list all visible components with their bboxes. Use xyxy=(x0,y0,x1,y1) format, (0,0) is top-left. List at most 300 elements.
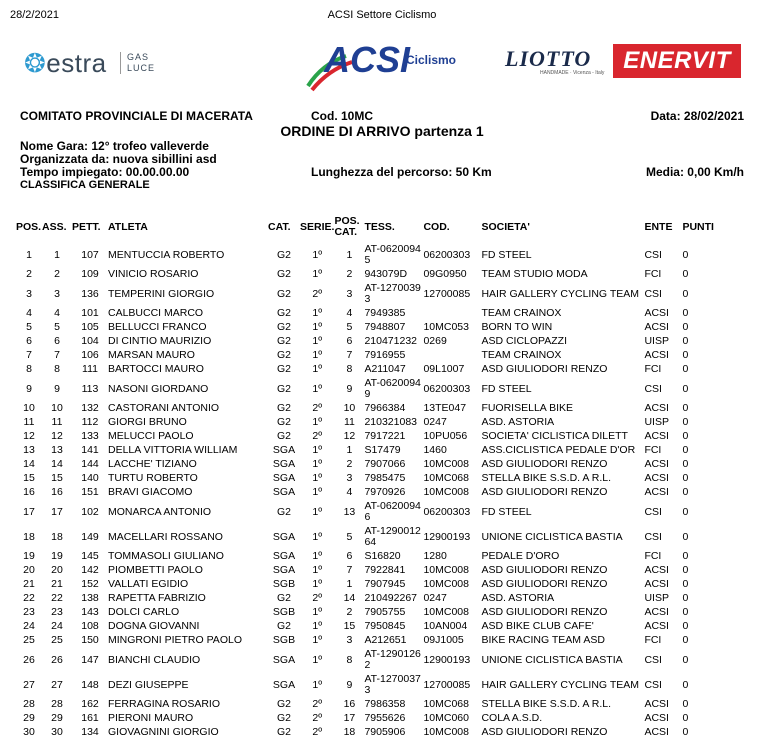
cell-cat: G2 xyxy=(276,335,291,347)
cell-cat: SGA xyxy=(272,653,296,666)
cell-ente: ACSI xyxy=(644,606,669,618)
cell-ente: FCI xyxy=(644,268,662,280)
cell-cod: 12900193 xyxy=(423,530,471,543)
cell-pett: 136 xyxy=(81,287,99,300)
cell-pos-cat: 12 xyxy=(343,430,356,442)
cell-societa: ASD CICLOPAZZI xyxy=(481,335,568,347)
cell-punti: 0 xyxy=(682,550,689,562)
cell-cod: 1280 xyxy=(423,550,447,562)
cell-pos-cat: 8 xyxy=(346,363,353,375)
col-ente: ENTE xyxy=(644,220,673,233)
cell-pett: 134 xyxy=(81,726,99,738)
cell-punti: 0 xyxy=(682,363,689,375)
cell-pett: 106 xyxy=(81,349,99,361)
cell-tess: S17479 xyxy=(364,444,401,456)
cell-pett: 133 xyxy=(81,430,99,442)
cell-tess: AT-06200946 xyxy=(364,499,421,523)
cell-pos-cat: 6 xyxy=(346,335,353,347)
cell-pett: 161 xyxy=(81,712,99,724)
table-row xyxy=(16,242,722,267)
cell-ente: FCI xyxy=(644,363,662,375)
cell-cod: 10MC008 xyxy=(423,726,469,738)
cell-cat: G2 xyxy=(276,416,291,428)
cell-cod: 10AN004 xyxy=(423,620,468,632)
cell-punti: 0 xyxy=(682,592,689,604)
cell-cat: SGA xyxy=(272,530,296,543)
estra-leaf-icon: ❂ xyxy=(24,48,47,78)
cell-cat: G2 xyxy=(276,620,291,632)
cell-serie: 1º xyxy=(312,382,323,395)
cell-pos: 20 xyxy=(23,564,35,576)
cell-societa: PEDALE D'ORO xyxy=(481,550,560,562)
cell-serie: 1º xyxy=(312,578,323,590)
table-row xyxy=(16,672,722,697)
cell-pos-cat: 7 xyxy=(346,564,353,576)
col-pos: POS. xyxy=(16,220,42,233)
cell-tess: S16820 xyxy=(364,550,401,562)
cell-serie: 1º xyxy=(312,416,323,428)
estra-gas-luce xyxy=(120,52,155,74)
cell-cod: 10PU056 xyxy=(423,430,468,442)
cell-ente: CSI xyxy=(644,382,662,395)
cell-ente: ACSI xyxy=(644,486,669,498)
cell-tess: AT-12700373 xyxy=(364,672,421,696)
cell-punti: 0 xyxy=(682,444,689,456)
cell-ass: 15 xyxy=(51,472,63,484)
cell-atleta: MINGRONI PIETRO PAOLO xyxy=(108,634,242,646)
cell-societa: HAIR GALLERY CYCLING TEAM xyxy=(481,287,639,300)
cell-tess: 7970926 xyxy=(364,486,406,498)
cell-atleta: GIORGI BRUNO xyxy=(108,416,187,428)
cell-punti: 0 xyxy=(682,564,689,576)
col-societa: SOCIETA' xyxy=(481,220,530,233)
cell-cod: 10MC008 xyxy=(423,458,469,470)
cell-pos-cat: 6 xyxy=(346,550,353,562)
cell-atleta: FERRAGINA ROSARIO xyxy=(108,698,221,710)
cell-pett: 148 xyxy=(81,678,99,691)
cell-pett: 152 xyxy=(81,578,99,590)
cell-ass: 8 xyxy=(54,363,60,375)
cell-serie: 1º xyxy=(312,530,323,543)
cell-cat: G2 xyxy=(276,382,291,395)
cell-pos-cat: 15 xyxy=(343,620,356,632)
cell-serie: 1º xyxy=(312,268,323,280)
cell-cat: SGA xyxy=(272,678,296,691)
cell-cod: 06200303 xyxy=(423,505,471,518)
cell-cat: SGB xyxy=(272,606,296,618)
classification: CLASSIFICA GENERALE xyxy=(20,179,150,191)
cell-pos: 14 xyxy=(23,458,35,470)
cell-atleta: PIOMBETTI PAOLO xyxy=(108,564,203,576)
cell-ass: 7 xyxy=(54,349,60,361)
cell-ass: 6 xyxy=(54,335,60,347)
cell-societa: TEAM STUDIO MODA xyxy=(481,268,588,280)
table-row xyxy=(16,281,722,306)
cell-serie: 2º xyxy=(312,287,323,300)
cell-tess: 210471232 xyxy=(364,335,417,347)
table-row xyxy=(16,499,722,524)
cell-ass: 18 xyxy=(51,530,63,543)
cell-pos: 21 xyxy=(23,578,35,590)
cell-societa: ASD GIULIODORI RENZO xyxy=(481,458,608,470)
cell-ass: 5 xyxy=(54,321,60,333)
cell-cod: 10MC008 xyxy=(423,564,469,576)
cell-ente: ACSI xyxy=(644,402,669,414)
cell-pos: 17 xyxy=(23,505,35,518)
cell-cod: 06200303 xyxy=(423,382,471,395)
cell-atleta: TEMPERINI GIORGIO xyxy=(108,287,215,300)
cell-pett: 145 xyxy=(81,550,99,562)
cell-societa: HAIR GALLERY CYCLING TEAM xyxy=(481,678,639,691)
cell-pett: 102 xyxy=(81,505,99,518)
cell-cat: G2 xyxy=(276,402,291,414)
cell-pett: 132 xyxy=(81,402,99,414)
enervit-logo xyxy=(613,44,741,78)
cell-pos-cat: 16 xyxy=(343,698,356,710)
cell-atleta: MELUCCI PAOLO xyxy=(108,430,194,442)
print-date: 28/2/2021 xyxy=(10,9,59,21)
cell-cod: 10MC068 xyxy=(423,472,469,484)
cell-tess: AT-12700393 xyxy=(364,281,421,305)
cell-cod: 10MC068 xyxy=(423,698,469,710)
cell-societa: FD STEEL xyxy=(481,382,532,395)
cell-cod: 06200303 xyxy=(423,248,471,261)
cell-pett: 140 xyxy=(81,472,99,484)
cell-pos-cat: 1 xyxy=(346,444,353,456)
cell-tess: 7950845 xyxy=(364,620,406,632)
cell-pos: 3 xyxy=(26,287,32,300)
table-row xyxy=(16,697,722,711)
cell-serie: 2º xyxy=(312,592,323,604)
cell-serie: 1º xyxy=(312,550,323,562)
cell-ass: 29 xyxy=(51,712,63,724)
cell-serie: 1º xyxy=(312,634,323,646)
cell-pett: 149 xyxy=(81,530,99,543)
cell-societa: ASD GIULIODORI RENZO xyxy=(481,726,608,738)
cell-tess: 943079D xyxy=(364,268,408,280)
cell-ente: CSI xyxy=(644,530,662,543)
cell-serie: 2º xyxy=(312,712,323,724)
table-row xyxy=(16,320,722,334)
cell-cod xyxy=(423,348,481,362)
cell-punti: 0 xyxy=(682,382,689,395)
cell-serie: 1º xyxy=(312,335,323,347)
cell-ente: CSI xyxy=(644,678,662,691)
table-row xyxy=(16,725,722,739)
cell-ass: 1 xyxy=(54,248,60,261)
cell-punti: 0 xyxy=(682,486,689,498)
cell-societa: STELLA BIKE S.S.D. A R.L. xyxy=(481,472,612,484)
cell-atleta: BARTOCCI MAURO xyxy=(108,363,204,375)
cell-serie: 1º xyxy=(312,678,323,691)
cell-pos: 9 xyxy=(26,382,32,395)
cell-ass: 17 xyxy=(51,505,63,518)
estra-luce: LUCE xyxy=(127,63,156,73)
cell-tess: 7986358 xyxy=(364,698,406,710)
cell-cat: SGA xyxy=(272,458,296,470)
cell-ente: UISP xyxy=(644,592,669,604)
cell-cod: 10MC060 xyxy=(423,712,469,724)
cell-societa: FUORISELLA BIKE xyxy=(481,402,574,414)
cell-punti: 0 xyxy=(682,634,689,646)
cell-punti: 0 xyxy=(682,307,689,319)
cell-tess: 7916955 xyxy=(364,349,406,361)
cell-serie: 1º xyxy=(312,505,323,518)
organizer: Organizzata da: nuova sibillini asd xyxy=(20,152,217,166)
cell-ente: ACSI xyxy=(644,564,669,576)
acsi-logo xyxy=(302,34,474,94)
cell-pos: 2 xyxy=(26,268,32,280)
cell-ente: CSI xyxy=(644,248,662,261)
cell-pett: 105 xyxy=(81,321,99,333)
col-tess: TESS. xyxy=(364,220,395,233)
cell-atleta: DI CINTIO MAURIZIO xyxy=(108,335,212,347)
cell-serie: 1º xyxy=(312,307,323,319)
cell-pett: 143 xyxy=(81,606,99,618)
col-ass: ASS. xyxy=(42,220,67,233)
cell-ente: ACSI xyxy=(644,349,669,361)
cell-cat: SGA xyxy=(272,564,296,576)
cell-pett: 109 xyxy=(81,268,99,280)
cell-pos: 13 xyxy=(23,444,35,456)
cell-ente: ACSI xyxy=(644,698,669,710)
cell-societa: ASD BIKE CLUB CAFE' xyxy=(481,620,594,632)
cell-pett: 113 xyxy=(81,382,99,395)
cell-pos-cat: 5 xyxy=(346,530,353,543)
cell-tess: 7922841 xyxy=(364,564,406,576)
cell-cat: SGB xyxy=(272,634,296,646)
cell-serie: 1º xyxy=(312,321,323,333)
cell-ente: CSI xyxy=(644,653,662,666)
cell-tess: 7966384 xyxy=(364,402,406,414)
cell-pos: 24 xyxy=(23,620,35,632)
table-row xyxy=(16,549,722,563)
cell-tess: AT-06200945 xyxy=(364,242,421,266)
cell-tess: 7949385 xyxy=(364,307,406,319)
cell-ente: UISP xyxy=(644,416,669,428)
cell-pos: 30 xyxy=(23,726,35,738)
cell-societa: TEAM CRAINOX xyxy=(481,307,562,319)
table-row xyxy=(16,605,722,619)
cell-atleta: NASONI GIORDANO xyxy=(108,382,209,395)
cell-ass: 30 xyxy=(51,726,63,738)
table-row xyxy=(16,485,722,499)
cell-ass: 27 xyxy=(51,678,63,691)
cell-atleta: GIOVAGNINI GIORGIO xyxy=(108,726,219,738)
cell-ass: 16 xyxy=(51,486,63,498)
estra-brand: estra xyxy=(46,48,107,78)
cell-tess: 7905906 xyxy=(364,726,406,738)
table-row xyxy=(16,457,722,471)
cell-cat: G2 xyxy=(276,363,291,375)
committee-label: COMITATO PROVINCIALE DI MACERATA xyxy=(20,109,253,123)
cell-cod: 12900193 xyxy=(423,653,471,666)
cell-cat: SGA xyxy=(272,550,296,562)
cell-punti: 0 xyxy=(682,430,689,442)
enervit-brand: ENERVIT xyxy=(623,47,731,74)
cell-pos-cat: 1 xyxy=(346,248,353,261)
cell-pos-cat: 4 xyxy=(346,486,353,498)
cell-cod: 10MC008 xyxy=(423,606,469,618)
cell-punti: 0 xyxy=(682,698,689,710)
cell-atleta: CALBUCCI MARCO xyxy=(108,307,204,319)
cell-punti: 0 xyxy=(682,321,689,333)
print-title: ACSI Settore Ciclismo xyxy=(327,9,437,21)
cell-pos: 27 xyxy=(23,678,35,691)
cell-ente: FCI xyxy=(644,550,662,562)
table-row xyxy=(16,348,722,362)
table-row xyxy=(16,362,722,376)
cell-ente: ACSI xyxy=(644,712,669,724)
cell-atleta: DELLA VITTORIA WILLIAM xyxy=(108,444,238,456)
cell-pett: 151 xyxy=(81,486,99,498)
cell-ente: UISP xyxy=(644,335,669,347)
cell-tess: 7905755 xyxy=(364,606,406,618)
cell-serie: 2º xyxy=(312,698,323,710)
cell-atleta: LACCHE' TIZIANO xyxy=(108,458,197,470)
cell-atleta: DOGNA GIOVANNI xyxy=(108,620,200,632)
cell-ente: FCI xyxy=(644,444,662,456)
cell-serie: 1º xyxy=(312,653,323,666)
cell-pett: 144 xyxy=(81,458,99,470)
cell-pett: 107 xyxy=(81,248,99,261)
cell-ente: ACSI xyxy=(644,472,669,484)
date-label: Data: 28/02/2021 xyxy=(650,109,744,123)
cell-atleta: VINICIO ROSARIO xyxy=(108,268,199,280)
cell-cat: G2 xyxy=(276,287,291,300)
cell-serie: 2º xyxy=(312,726,323,738)
cell-ente: FCI xyxy=(644,634,662,646)
cell-societa: FD STEEL xyxy=(481,248,532,261)
cell-tess: 210321083 xyxy=(364,416,417,428)
cell-tess: 7955626 xyxy=(364,712,406,724)
liotto-sub: HANDMADE · Vicenza - Italy xyxy=(540,70,605,76)
cell-ass: 23 xyxy=(51,606,63,618)
cell-punti: 0 xyxy=(682,335,689,347)
cell-punti: 0 xyxy=(682,678,689,691)
cell-pos: 28 xyxy=(23,698,35,710)
table-row xyxy=(16,401,722,415)
table-row xyxy=(16,415,722,429)
cell-ass: 28 xyxy=(51,698,63,710)
cell-tess: A212651 xyxy=(364,634,407,646)
cell-cat: G2 xyxy=(276,592,291,604)
cell-pos: 11 xyxy=(23,416,35,428)
cell-cat: G2 xyxy=(276,349,291,361)
cell-cat: SGB xyxy=(272,578,296,590)
liotto-logo: LIOTTO xyxy=(505,46,592,71)
cell-ass: 22 xyxy=(51,592,63,604)
cell-cod xyxy=(423,306,481,320)
cell-pos: 1 xyxy=(26,248,32,261)
cell-punti: 0 xyxy=(682,578,689,590)
cell-cod: 09G0950 xyxy=(423,268,467,280)
cell-punti: 0 xyxy=(682,653,689,666)
cell-pos: 29 xyxy=(23,712,35,724)
table-row xyxy=(16,591,722,605)
cell-pos: 8 xyxy=(26,363,32,375)
cell-pos-cat: 7 xyxy=(346,349,353,361)
cell-ass: 21 xyxy=(51,578,63,590)
cell-cat: G2 xyxy=(276,698,291,710)
cell-ass: 3 xyxy=(54,287,60,300)
table-row xyxy=(16,471,722,485)
race-name: Nome Gara: 12° trofeo valleverde xyxy=(20,139,209,153)
cell-societa: ASD GIULIODORI RENZO xyxy=(481,606,608,618)
page-title: ORDINE DI ARRIVO partenza 1 xyxy=(280,123,484,139)
table-row xyxy=(16,524,722,549)
cell-serie: 1º xyxy=(312,458,323,470)
cell-pos-cat: 2 xyxy=(346,458,353,470)
estra-logo xyxy=(24,48,107,79)
cell-pos: 7 xyxy=(26,349,32,361)
cell-cat: G2 xyxy=(276,248,291,261)
cell-serie: 1º xyxy=(312,248,323,261)
cell-pos-cat: 2 xyxy=(346,268,353,280)
cell-cat: SGA xyxy=(272,444,296,456)
col-serie: SERIE. xyxy=(300,220,335,233)
cell-serie: 1º xyxy=(312,564,323,576)
cell-cod: 10MC008 xyxy=(423,486,469,498)
cell-pos: 19 xyxy=(23,550,35,562)
time-used: Tempo impiegato: 00.00.00.00 xyxy=(20,165,190,179)
cell-ente: ACSI xyxy=(644,430,669,442)
col-cat: CAT. xyxy=(268,220,291,233)
cell-serie: 1º xyxy=(312,444,323,456)
cell-pos: 26 xyxy=(23,653,35,666)
cell-societa: ASD GIULIODORI RENZO xyxy=(481,486,608,498)
cell-pos: 15 xyxy=(23,472,35,484)
cell-pos: 22 xyxy=(23,592,35,604)
cell-tess: 7985475 xyxy=(364,472,406,484)
table-row xyxy=(16,376,722,401)
estra-gas: GAS xyxy=(127,52,150,62)
cell-punti: 0 xyxy=(682,530,689,543)
cell-tess: A211047 xyxy=(364,363,406,375)
cell-punti: 0 xyxy=(682,416,689,428)
cell-ass: 26 xyxy=(51,653,63,666)
table-row xyxy=(16,619,722,633)
cell-tess: AT-06200949 xyxy=(364,376,421,400)
cell-serie: 1º xyxy=(312,472,323,484)
cell-cod: 10MC053 xyxy=(423,321,469,333)
cell-pos: 25 xyxy=(23,634,35,646)
cell-serie: 2º xyxy=(312,430,323,442)
cell-ass: 10 xyxy=(51,402,63,414)
cell-atleta: VALLATI EGIDIO xyxy=(108,578,189,590)
cell-pett: 112 xyxy=(81,416,99,428)
cell-pos: 4 xyxy=(26,307,32,319)
col-atleta: ATLETA xyxy=(108,220,148,233)
cell-societa: BIKE RACING TEAM ASD xyxy=(481,634,605,646)
cell-tess: AT-129001264 xyxy=(364,524,421,548)
cell-pos-cat: 8 xyxy=(346,653,353,666)
cell-pett: 108 xyxy=(81,620,99,632)
cell-pos-cat: 3 xyxy=(346,634,353,646)
cell-ass: 4 xyxy=(54,307,60,319)
cell-punti: 0 xyxy=(682,726,689,738)
average-speed: Media: 0,00 Km/h xyxy=(645,165,744,179)
cell-atleta: MACELLARI ROSSANO xyxy=(108,530,223,543)
cell-serie: 1º xyxy=(312,620,323,632)
cell-pos-cat: 9 xyxy=(346,382,353,395)
cell-cod: 0269 xyxy=(423,335,447,347)
cell-pett: 162 xyxy=(81,698,99,710)
col-punti: PUNTI xyxy=(682,220,714,233)
table-row xyxy=(16,429,722,443)
cell-pos-cat: 18 xyxy=(343,726,356,738)
cell-pos-cat: 9 xyxy=(346,678,353,691)
